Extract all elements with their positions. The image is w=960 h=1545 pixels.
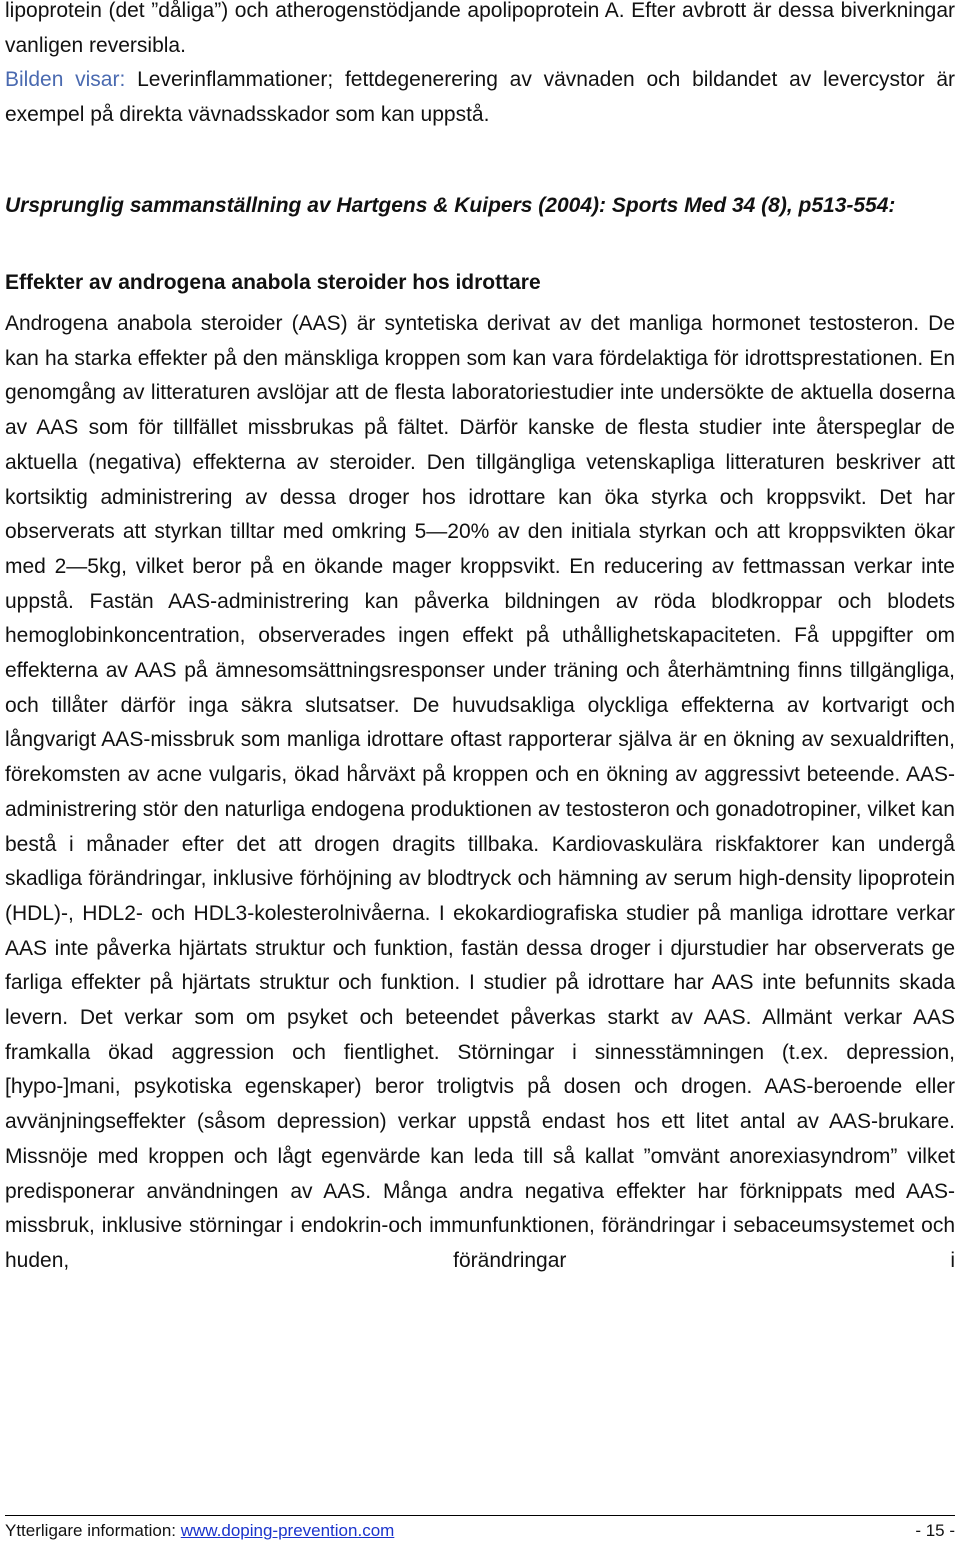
intro-text: lipoprotein (det ”dåliga”) och atherogenstödjande apolipoprotein A. Efter avbrott är dessa biverkningar vanligen reversibla.	[5, 0, 955, 57]
footer-info	[5, 1520, 394, 1542]
page-number: - 15 -	[915, 1521, 955, 1540]
section-heading: Effekter av androgena anabola steroider hos idrottare	[5, 271, 541, 294]
image-caption-label: Bilden visar:	[5, 68, 126, 92]
footer-divider	[5, 1515, 955, 1516]
footer-link[interactable]: www.doping-prevention.com	[180, 1521, 395, 1540]
image-caption-text: Leverinflammationer; fettdegenerering av vävnaden och bildandet av levercystor är exempel på direkta vävnadsskador som kan uppstå.	[5, 68, 955, 127]
intro-paragraph	[5, 0, 955, 133]
source-heading: Ursprunglig sammanställning av Hartgens & Kuipers (2004): Sports Med 34 (8), p513-554:	[5, 194, 896, 217]
body-paragraph: Androgena anabola steroider (AAS) är syntetiska derivat av det manliga hormonet testosteron. De kan ha starka effekter på den mänskliga kroppen som kan vara fördelaktiga för idrottsprestationen. En genomgång av litteraturen avslöjar att de flesta laboratoriestudier inte undersökte de aktuella doserna av AAS som för tillfället missbrukas på fältet. Därför kanske de flesta studier inte återspeglar de aktuella (negativa) effekterna av steroider. Den tillgängliga vetenskapliga litteraturen beskriver att kortsiktig administrering av dessa droger hos idrottare kan öka styrka och kroppsvikt. Det har observerats att styrkan tilltar med omkring 5—20% av den initiala styrkan och att kroppsvikten ökar med 2—5kg, vilket beror på en ökande mager kroppsvikt. En reducering av fettmassan verkar inte uppstå. Fastän AAS-administrering kan påverka bildningen av röda blodkroppar och blodets hemoglobinkoncentration, observerades ingen effekt på uthållighetskapaciteten. Få uppgifter om effekterna av AAS på ämnesomsättningsresponser under träning och återhämtning finns tillgängliga, och tillåter därför inga säkra slutsatser. De huvudsakliga olyckliga effekterna av kortvarigt och långvarigt AAS-missbruk som manliga idrottare oftast rapporterar själva är en ökning av sexualdriften, förekomsten av acne vulgaris, ökad hårväxt på kroppen och en ökning av aggressivt beteende. AAS-administrering stör den naturliga endogena produktionen av testosteron och gonadotropiner, vilket kan bestå i månader efter det att drogen dragits tillbaka. Kardiovaskulära riskfaktorer kan undergå skadliga förändringar, inklusive förhöjning av blodtryck och hämning av serum high-density lipoprotein (HDL)-, HDL2- och HDL3-kolesterolnivåerna. I ekokardiografiska studier på manliga idrottare verkar AAS inte påverka hjärtats struktur och funktion, fastän dessa droger i djurstudier har observerats ge farliga effekter på hjärtats struktur och funktion. I studier på idrottare har AAS inte befunnits skada levern. Det verkar som om psyket och beteendet påverkas starkt av AAS. Allmänt verkar AAS framkalla ökad aggression och fientlighet. Störningar i sinnesstämningen (t.ex. depression, [hypo-]mani, psykotiska egenskaper) beror troligtvis på dosen och drogen. AAS-beroende eller avvänjningseffekter (såsom depression) verkar uppstå endast hos ett litet antal av AAS-brukare. Missnöje med kroppen och lågt egenvärde kan leda till så kallat ”omvänt anorexiasyndrom” vilket predisponerar användningen av AAS. Många andra negativa effekter har förknippats med AAS-missbruk, inklusive störningar i endokrin-och immunfunktionen, förändringar i sebaceumsystemet och huden, förändringar i	[5, 312, 955, 1272]
footer-label: Ytterligare information:	[5, 1521, 181, 1540]
page-footer	[5, 1520, 955, 1542]
